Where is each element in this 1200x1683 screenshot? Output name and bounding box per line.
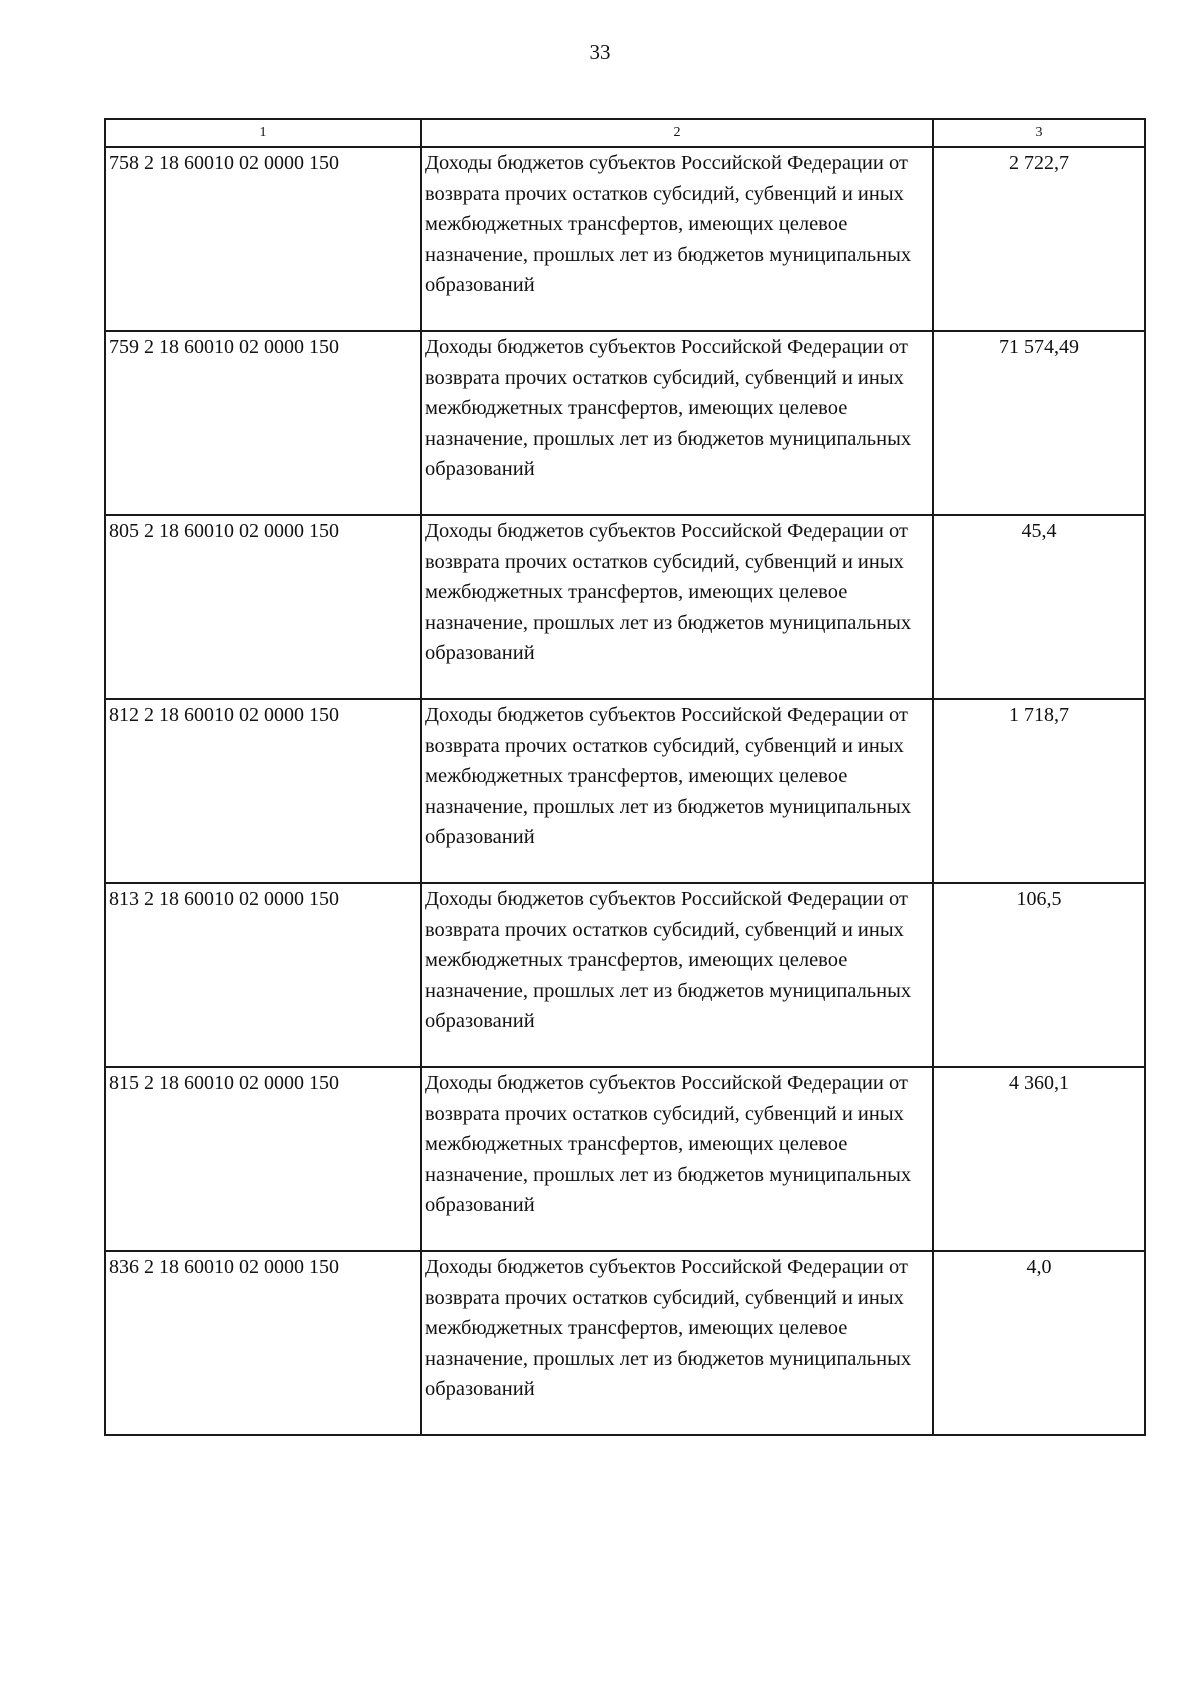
row-code: 836 2 18 60010 02 0000 150 [105,1251,421,1435]
row-code: 759 2 18 60010 02 0000 150 [105,331,421,515]
page-number: 33 [589,40,611,64]
table-row [105,1067,1145,1251]
row-description: Доходы бюджетов субъектов Российской Федерации от возврата прочих остатков субсидий, субвенций и иных межбюджетных трансфертов, имеющих целевое назначение, прошлых лет из бюджетов муниципальных образований [421,1067,933,1251]
row-code: 813 2 18 60010 02 0000 150 [105,883,421,1067]
row-description: Доходы бюджетов субъектов Российской Федерации от возврата прочих остатков субсидий, субвенций и иных межбюджетных трансфертов, имеющих целевое назначение, прошлых лет из бюджетов муниципальных образований [421,1251,933,1435]
row-code: 758 2 18 60010 02 0000 150 [105,147,421,331]
row-description: Доходы бюджетов субъектов Российской Федерации от возврата прочих остатков субсидий, субвенций и иных межбюджетных трансфертов, имеющих целевое назначение, прошлых лет из бюджетов муниципальных образований [421,515,933,699]
row-description: Доходы бюджетов субъектов Российской Федерации от возврата прочих остатков субсидий, субвенций и иных межбюджетных трансфертов, имеющих целевое назначение, прошлых лет из бюджетов муниципальных образований [421,883,933,1067]
table-row [105,331,1145,515]
row-amount: 4,0 [933,1251,1145,1435]
row-amount: 1 718,7 [933,699,1145,883]
row-description: Доходы бюджетов субъектов Российской Федерации от возврата прочих остатков субсидий, субвенций и иных межбюджетных трансфертов, имеющих целевое назначение, прошлых лет из бюджетов муниципальных образований [421,699,933,883]
table-row [105,699,1145,883]
row-amount: 2 722,7 [933,147,1145,331]
column-header-description: 2 [421,119,933,147]
budget-income-table [104,118,1146,1436]
table-header-row [105,119,1145,147]
row-code: 812 2 18 60010 02 0000 150 [105,699,421,883]
row-description: Доходы бюджетов субъектов Российской Федерации от возврата прочих остатков субсидий, субвенций и иных межбюджетных трансфертов, имеющих целевое назначение, прошлых лет из бюджетов муниципальных образований [421,147,933,331]
row-amount: 106,5 [933,883,1145,1067]
column-header-code: 1 [105,119,421,147]
row-description: Доходы бюджетов субъектов Российской Федерации от возврата прочих остатков субсидий, субвенций и иных межбюджетных трансфертов, имеющих целевое назначение, прошлых лет из бюджетов муниципальных образований [421,331,933,515]
table-row [105,147,1145,331]
row-code: 805 2 18 60010 02 0000 150 [105,515,421,699]
row-amount: 45,4 [933,515,1145,699]
row-code: 815 2 18 60010 02 0000 150 [105,1067,421,1251]
table-row [105,883,1145,1067]
table-row [105,515,1145,699]
column-header-amount: 3 [933,119,1145,147]
table-row [105,1251,1145,1435]
row-amount: 71 574,49 [933,331,1145,515]
row-amount: 4 360,1 [933,1067,1145,1251]
